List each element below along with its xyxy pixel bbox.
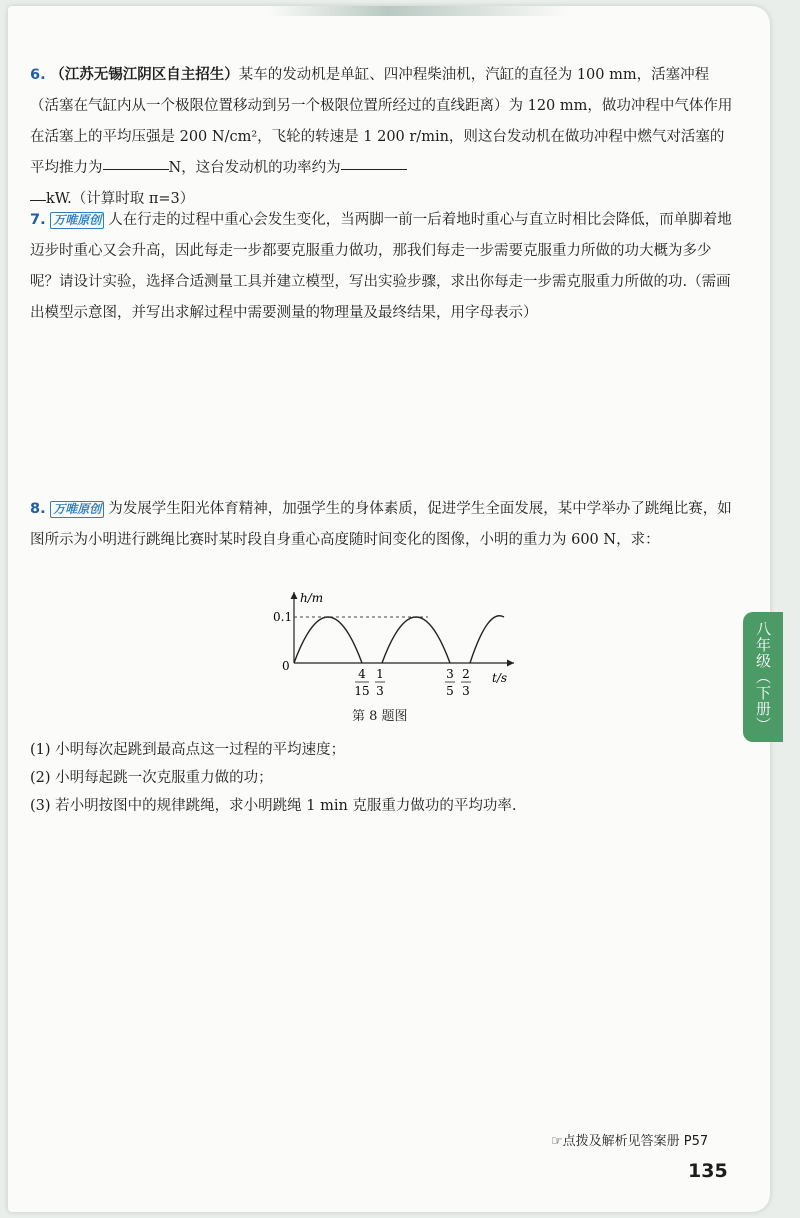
- answer-reference-note: ☞点拨及解析见答案册 P57: [551, 1134, 709, 1149]
- question-text: 人在行走的过程中重心会发生变化，当两脚一前一后着地时重心与直立时相比会降低，而单脚着地迈步时重心又会升高，因此每走一步都要克服重力做功，那我们每走一步需要克服重力所做的功大概为多少呢？请设计实验，选择合适测量工具并建立模型，写出实验步骤，求出你每走一步需克服重力所做的功.（需画出模型示意图，并写出求解过程中需要测量的物理量及最终结果，用字母表示）: [30, 212, 732, 321]
- x-tick-label: [354, 667, 369, 698]
- question-number: 8.: [30, 501, 46, 517]
- svg-text:3: 3: [462, 684, 470, 698]
- question-number: 6.: [30, 67, 46, 83]
- x-tick-label: [375, 667, 385, 698]
- question-text: 某车的发动机是单缸、四冲程柴油机，汽缸的直径为 100 mm，活塞冲程（活塞在气缸内从一个极限位置移动到另一个极限位置所经过的直线距离）为 120 mm，做功冲程中气体作用在活塞上的平均压强是 200 N/cm²，飞轮的转速是 1 200 r/min，则这台发动机在做功冲程中燃气对活塞的平均推力为: [30, 67, 733, 176]
- question-text: 为发展学生阳光体育精神，加强学生的身体素质，促进学生全面发展，某中学举办了跳绳比赛，如图所示为小明进行跳绳比赛时某时段自身重心高度随时间变化的图像，小明的重力为 600 N，求：: [30, 501, 732, 548]
- grade-side-tab: 八年级（下册）: [743, 612, 783, 742]
- sub-question-3: (3) 若小明按图中的规律跳绳，求小明跳绳 1 min 克服重力做功的平均功率.: [30, 798, 517, 814]
- svg-text:15: 15: [354, 684, 370, 698]
- jump-curve-1: [294, 617, 362, 663]
- question-8: [30, 494, 735, 556]
- svg-text:4: 4: [358, 667, 366, 681]
- question-7: [30, 205, 735, 329]
- question-text: N，这台发动机的功率约为: [168, 160, 341, 176]
- original-tag: 万唯原创: [50, 212, 104, 229]
- question-number: 7.: [30, 212, 46, 228]
- x-tick-label: [461, 667, 471, 698]
- svg-text:3: 3: [446, 667, 454, 681]
- sub-question-1: (1) 小明每次起跳到最高点这一过程的平均速度；: [30, 742, 346, 758]
- origin-label: 0: [282, 659, 290, 673]
- question-text: kW.（计算时取 π=3）: [46, 191, 195, 207]
- sub-question-2: (2) 小明每起跳一次克服重力做的功；: [30, 770, 273, 786]
- svg-text:2: 2: [462, 667, 470, 681]
- question-source: （江苏无锡江阴区自主招生）: [50, 67, 239, 83]
- figure-caption: 第 8 题图: [352, 709, 408, 724]
- question-6: [30, 60, 735, 215]
- page-number: 135: [688, 1160, 728, 1182]
- height-time-graph: [268, 586, 524, 716]
- original-tag: 万唯原创: [50, 501, 104, 518]
- x-tick-label: [445, 667, 455, 698]
- svg-text:1: 1: [376, 667, 384, 681]
- x-axis-label: t/s: [492, 671, 508, 685]
- y-axis-label: h/m: [300, 591, 324, 605]
- jump-curve-3: [470, 616, 504, 663]
- y-tick-label: 0.1: [273, 610, 293, 624]
- jump-curve-2: [382, 617, 450, 663]
- answer-blank[interactable]: [341, 168, 407, 170]
- svg-text:3: 3: [376, 684, 384, 698]
- answer-blank[interactable]: [30, 199, 46, 201]
- answer-blank[interactable]: [103, 168, 169, 170]
- svg-text:5: 5: [446, 684, 454, 698]
- top-decoration: [268, 6, 568, 16]
